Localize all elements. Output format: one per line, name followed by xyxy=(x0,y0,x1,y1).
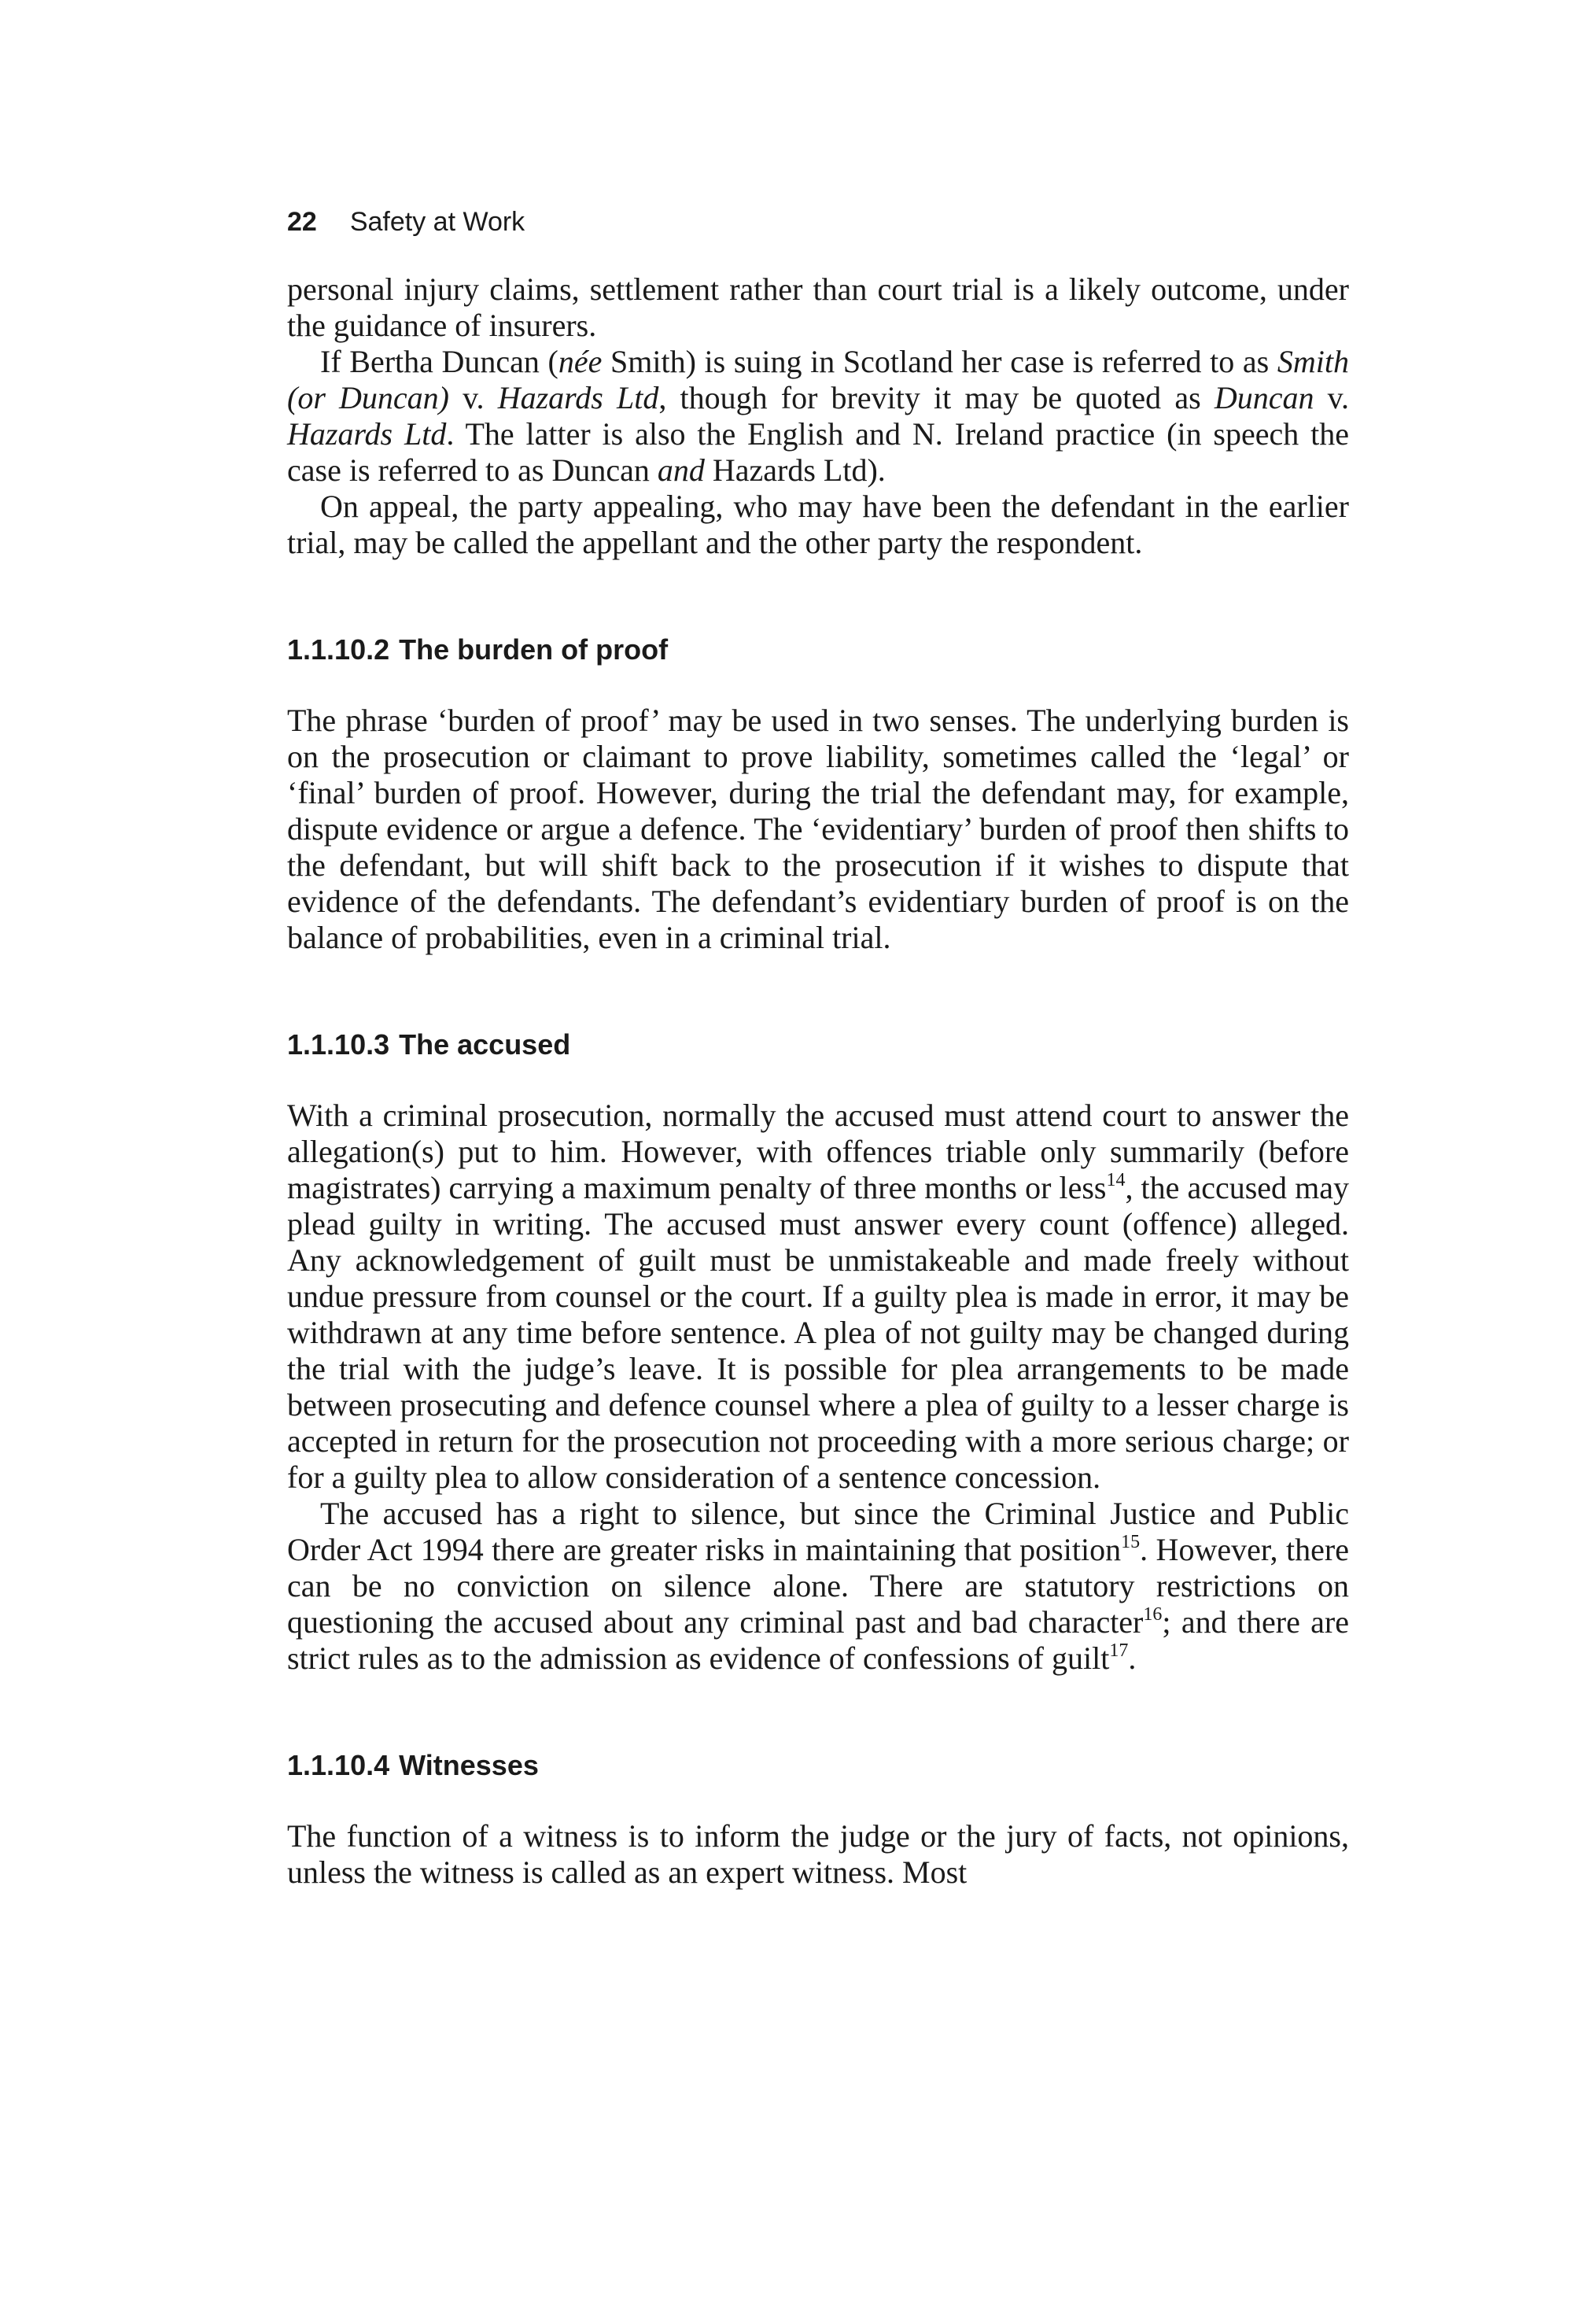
paragraph-burden-of-proof xyxy=(287,703,1349,956)
case-name-italic: Hazards Ltd xyxy=(287,416,447,452)
section-title: The accused xyxy=(399,1028,571,1061)
case-name-italic: Smith (or Duncan) xyxy=(287,344,1349,415)
text-run: v. xyxy=(1314,380,1350,415)
text-run: On appeal, the party appealing, who may have been the defendant in the earlier trial, may be called the appellant and the other party the respondent. xyxy=(287,489,1349,560)
footnote-ref: 15 xyxy=(1121,1532,1141,1552)
section-title: The burden of proof xyxy=(399,633,669,666)
text-run: Hazards Ltd). xyxy=(704,452,886,488)
case-name-italic: Hazards Ltd xyxy=(497,380,659,415)
paragraph-accused-plea xyxy=(287,1098,1349,1496)
text-run: . xyxy=(1128,1640,1137,1676)
text-run: . The latter is also the English and N. Ireland practice (in speech the case is referred to as Duncan xyxy=(287,416,1349,488)
paragraph-continuation xyxy=(287,271,1349,344)
page-number: 22 xyxy=(287,207,317,237)
text-run: , though for brevity it may be quoted as xyxy=(658,380,1215,415)
paragraph-right-to-silence xyxy=(287,1496,1349,1677)
italic-nee: née xyxy=(558,344,603,379)
text-run: ; and there are strict rules as to the admission as evidence of confessions of guilt xyxy=(287,1604,1349,1676)
text-run: The accused has a right to silence, but since the Criminal Justice and Public Order Act 1994 there are greater risks in maintaining that position xyxy=(287,1496,1349,1567)
section-heading-burden-of-proof xyxy=(287,632,1349,668)
text-run: v. xyxy=(449,380,498,415)
text-run: personal injury claims, settlement rather than court trial is a likely outcome, under the guidance of insurers. xyxy=(287,271,1349,343)
text-run: The function of a witness is to inform the judge or the jury of facts, not opinions, unless the witness is called as an expert witness. Most xyxy=(287,1818,1349,1890)
text-run: With a criminal prosecution, normally the accused must attend court to answer the allegation(s) put to him. However, with offences triable only summarily (before magistrates) carrying a maximum penalty of three months or less xyxy=(287,1098,1349,1205)
text-run: . However, there can be no conviction on silence alone. There are statutory restrictions on questioning the accused about any criminal past and bad character xyxy=(287,1532,1349,1640)
section-number: 1.1.10.2 xyxy=(287,633,390,666)
footnote-ref: 14 xyxy=(1106,1170,1126,1190)
section-number: 1.1.10.4 xyxy=(287,1749,390,1781)
section-heading-witnesses xyxy=(287,1747,1349,1784)
text-run: If Bertha Duncan ( xyxy=(320,344,558,379)
text-run: , the accused may plead guilty in writing. The accused must answer every count (offence) alleged. Any acknowledgement of guilt must be unmistakeable and made freely without undue pressure from counsel or the court. If a guilty plea is made in error, it may be withdrawn at any time before sentence. A plea of not guilty may be changed during the trial with the judge’s leave. It is possible for plea arrangements to be made between prosecuting and defence counsel where a plea of guilty to a lesser charge is accepted in return for the prosecution not proceeding with a more serious charge; or for a guilty plea to allow consideration of a sentence concession. xyxy=(287,1170,1349,1495)
section-number: 1.1.10.3 xyxy=(287,1028,390,1061)
footnote-ref: 17 xyxy=(1109,1640,1129,1661)
paragraph-appeal xyxy=(287,489,1349,561)
section-heading-accused xyxy=(287,1027,1349,1063)
text-run: Smith) is suing in Scotland her case is referred to as xyxy=(602,344,1277,379)
case-name-italic: Duncan xyxy=(1214,380,1314,415)
section-title: Witnesses xyxy=(399,1749,539,1781)
running-title: Safety at Work xyxy=(349,207,525,237)
paragraph-witnesses xyxy=(287,1818,1349,1891)
italic-and: and xyxy=(657,452,705,488)
footnote-ref: 16 xyxy=(1143,1604,1163,1625)
running-head xyxy=(287,206,525,238)
text-run: The phrase ‘burden of proof’ may be used in two senses. The underlying burden is on the prosecution or claimant to prove liability, sometimes called the ‘legal’ or ‘final’ burden of proof. However, during the trial the defendant may, for example, dispute evidence or argue a defence. The ‘evidentiary’ burden of proof then shifts to the defendant, but will shift back to the prosecution if it wishes to dispute that evidence of the defendants. The defendant’s evidentiary burden of proof is on the balance of probabilities, even in a criminal trial. xyxy=(287,703,1349,955)
paragraph-case-naming xyxy=(287,344,1349,489)
body-text xyxy=(287,271,1349,1891)
